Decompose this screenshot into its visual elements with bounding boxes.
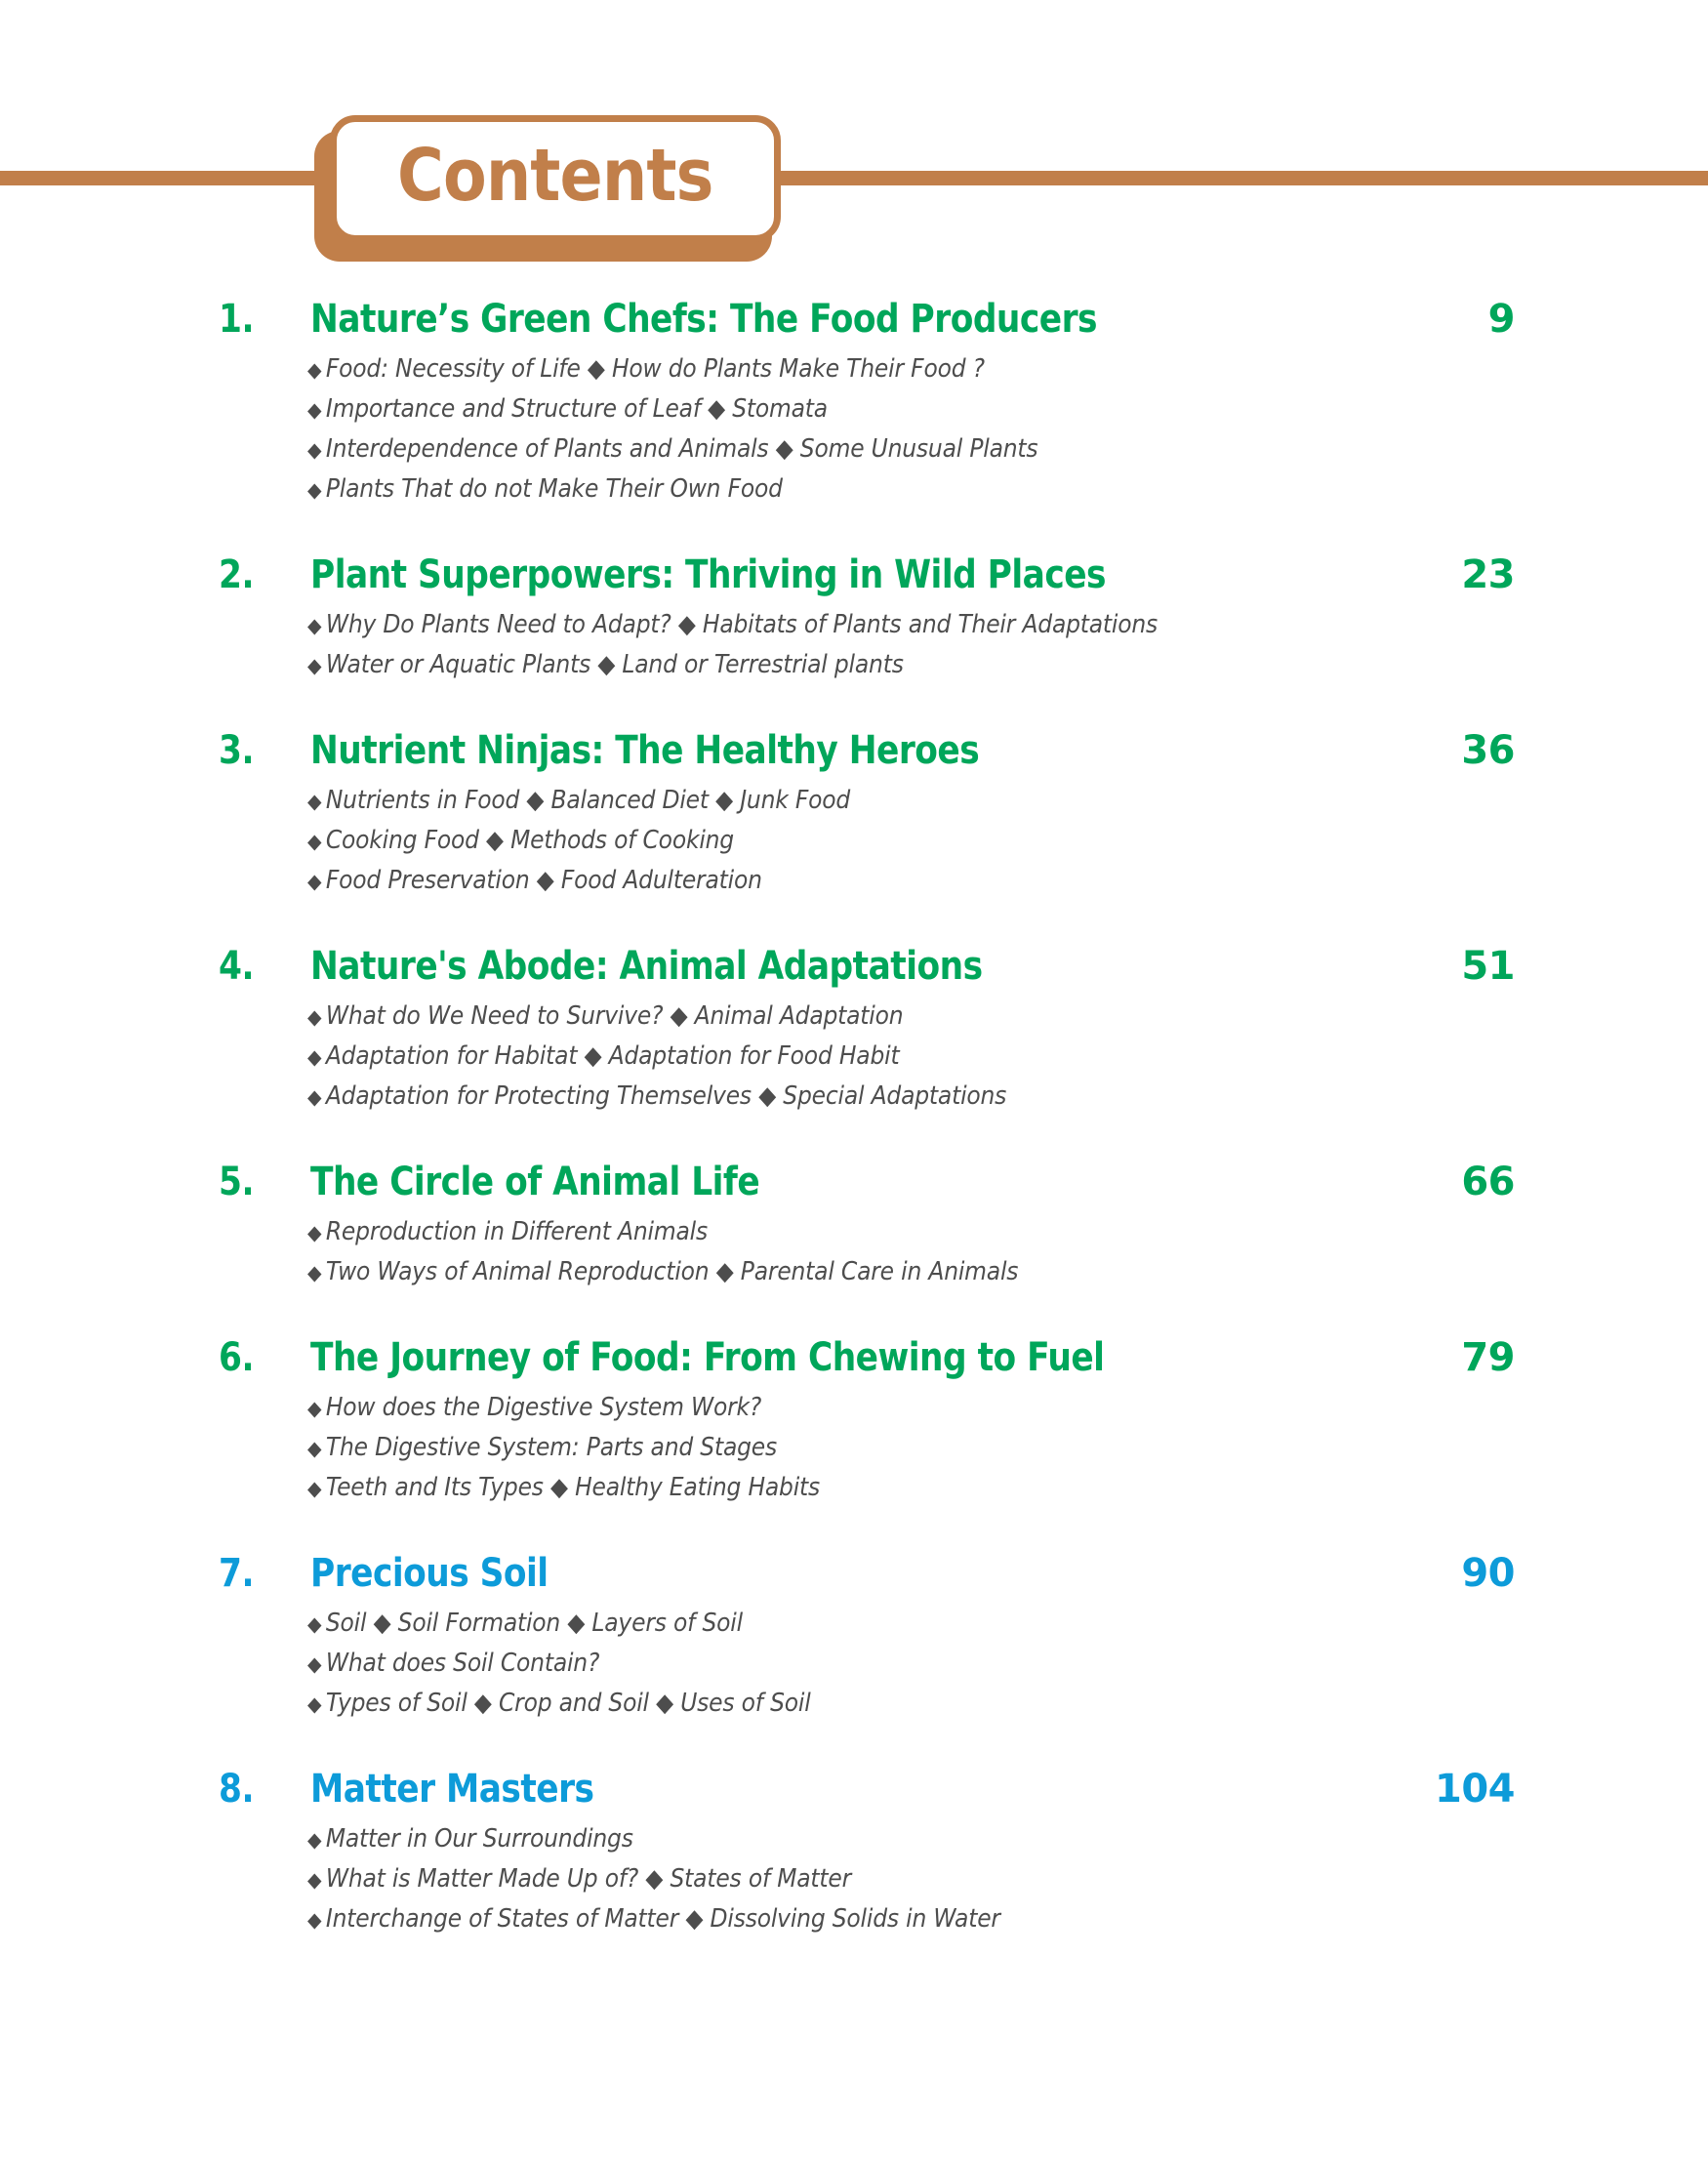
subtopic-label: Interdependence of Plants and Animals ◆ Some Unusual Plants: [325, 434, 1038, 464]
chapter-title[interactable]: Precious Soil: [310, 1551, 549, 1596]
diamond-bullet-icon: ◆: [307, 870, 322, 893]
subtopic-line: [307, 349, 985, 389]
subtopic-label: Interchange of States of Matter ◆ Dissolving Solids in Water: [325, 1904, 1000, 1934]
page-title: Contents: [397, 134, 713, 218]
list-item: [0, 429, 1708, 469]
diamond-bullet-icon: ◆: [307, 438, 322, 462]
subtopic-label: Why Do Plants Need to Adapt? ◆ Habitats of Plants and Their Adaptations: [325, 610, 1159, 639]
diamond-bullet-icon: ◆: [307, 1085, 322, 1109]
diamond-bullet-icon: ◆: [307, 1828, 322, 1852]
chapter-page-number: 66: [1461, 1160, 1515, 1204]
subtopic-label: Adaptation for Protecting Themselves ◆ Special Adaptations: [325, 1081, 1007, 1111]
chapter-page-number: 51: [1461, 944, 1515, 989]
chapter-subtopic-list: [0, 346, 1708, 509]
toc-entry-header[interactable]: [0, 1547, 1708, 1600]
subtopic-label: Food Preservation ◆ Food Adulteration: [325, 866, 762, 895]
diamond-bullet-icon: ◆: [307, 654, 322, 677]
subtopic-line: [307, 1037, 899, 1077]
diamond-bullet-icon: ◆: [307, 1908, 322, 1932]
toc-entry-header[interactable]: [0, 724, 1708, 777]
chapter-title[interactable]: Nutrient Ninjas: The Healthy Heroes: [310, 728, 980, 773]
subtopic-label: Adaptation for Habitat ◆ Adaptation for Food Habit: [325, 1041, 900, 1071]
subtopic-line: [307, 469, 783, 509]
toc-entry[interactable]: [0, 1763, 1708, 1939]
table-of-contents: [0, 293, 1708, 1978]
subtopic-line: [307, 1252, 1018, 1292]
chapter-subtopic-list: [0, 1208, 1708, 1292]
list-item: [0, 821, 1708, 861]
diamond-bullet-icon: ◆: [307, 1397, 322, 1420]
diamond-bullet-icon: ◆: [307, 1477, 322, 1500]
chapter-subtopic-list: [0, 1815, 1708, 1939]
chapter-title[interactable]: The Journey of Food: From Chewing to Fuel: [310, 1335, 1105, 1380]
chapter-title[interactable]: The Circle of Animal Life: [310, 1160, 760, 1204]
diamond-bullet-icon: ◆: [307, 1261, 322, 1284]
subtopic-label: Two Ways of Animal Reproduction ◆ Parental Care in Animals: [325, 1257, 1019, 1286]
list-item: [0, 861, 1708, 901]
header-horizontal-rule: [0, 171, 1708, 185]
chapter-title[interactable]: Nature’s Green Chefs: The Food Producers: [310, 297, 1098, 342]
chapter-subtopic-list: [0, 777, 1708, 901]
chapter-subtopic-list: [0, 601, 1708, 685]
diamond-bullet-icon: ◆: [307, 614, 322, 637]
list-item: [0, 1428, 1708, 1468]
subtopic-line: [307, 821, 734, 861]
subtopic-line: [307, 389, 828, 429]
chapter-number: 1.: [219, 297, 255, 342]
subtopic-line: [307, 861, 762, 901]
subtopic-line: [307, 429, 1037, 469]
chapter-page-number: 9: [1487, 297, 1515, 342]
list-item: [0, 997, 1708, 1037]
toc-entry[interactable]: [0, 724, 1708, 901]
subtopic-line: [307, 997, 903, 1037]
subtopic-label: How does the Digestive System Work?: [325, 1393, 762, 1422]
toc-entry[interactable]: [0, 1156, 1708, 1292]
toc-entry-header[interactable]: [0, 940, 1708, 993]
chapter-number: 4.: [219, 944, 255, 989]
list-item: [0, 349, 1708, 389]
diamond-bullet-icon: ◆: [307, 1221, 322, 1244]
subtopic-line: [307, 1388, 761, 1428]
chapter-page-number: 23: [1461, 552, 1515, 597]
subtopic-line: [307, 1077, 1006, 1117]
diamond-bullet-icon: ◆: [307, 398, 322, 422]
subtopic-label: What does Soil Contain?: [325, 1649, 600, 1678]
subtopic-label: Water or Aquatic Plants ◆ Land or Terrestrial plants: [325, 650, 904, 679]
subtopic-line: [307, 1644, 599, 1684]
list-item: [0, 1859, 1708, 1899]
list-item: [0, 1212, 1708, 1252]
list-item: [0, 1899, 1708, 1939]
diamond-bullet-icon: ◆: [307, 358, 322, 382]
subtopic-label: What is Matter Made Up of? ◆ States of Matter: [325, 1864, 852, 1894]
chapter-subtopic-list: [0, 1600, 1708, 1724]
list-item: [0, 1819, 1708, 1859]
toc-entry-header[interactable]: [0, 293, 1708, 346]
chapter-number: 8.: [219, 1767, 255, 1812]
diamond-bullet-icon: ◆: [307, 1868, 322, 1892]
subtopic-line: [307, 1859, 851, 1899]
list-item: [0, 605, 1708, 645]
diamond-bullet-icon: ◆: [307, 1612, 322, 1636]
list-item: [0, 1684, 1708, 1724]
chapter-number: 5.: [219, 1160, 255, 1204]
list-item: [0, 781, 1708, 821]
subtopic-label: Importance and Structure of Leaf ◆ Stomata: [325, 394, 828, 424]
chapter-title[interactable]: Nature's Abode: Animal Adaptations: [310, 944, 983, 989]
chapter-number: 2.: [219, 552, 255, 597]
diamond-bullet-icon: ◆: [307, 1005, 322, 1029]
toc-entry[interactable]: [0, 293, 1708, 509]
subtopic-line: [307, 1819, 633, 1859]
chapter-number: 7.: [219, 1551, 255, 1596]
subtopic-label: Reproduction in Different Animals: [325, 1217, 708, 1246]
chapter-page-number: 36: [1461, 728, 1515, 773]
subtopic-label: Food: Necessity of Life ◆ How do Plants Make Their Food ?: [325, 354, 985, 384]
chapter-subtopic-list: [0, 993, 1708, 1117]
diamond-bullet-icon: ◆: [307, 1437, 322, 1460]
toc-entry-header[interactable]: [0, 1331, 1708, 1384]
chapter-title[interactable]: Matter Masters: [310, 1767, 594, 1812]
toc-entry[interactable]: [0, 1547, 1708, 1724]
subtopic-label: Soil ◆ Soil Formation ◆ Layers of Soil: [325, 1609, 743, 1638]
subtopic-label: Nutrients in Food ◆ Balanced Diet ◆ Junk Food: [325, 786, 851, 815]
subtopic-label: Plants That do not Make Their Own Food: [325, 474, 783, 504]
diamond-bullet-icon: ◆: [307, 830, 322, 853]
contents-header: [0, 0, 1708, 293]
subtopic-label: Cooking Food ◆ Methods of Cooking: [325, 826, 734, 855]
subtopic-line: [307, 781, 850, 821]
list-item: [0, 1077, 1708, 1117]
contents-banner: [330, 115, 781, 242]
list-item: [0, 1604, 1708, 1644]
subtopic-line: [307, 1428, 777, 1468]
chapter-page-number: 104: [1435, 1767, 1515, 1812]
list-item: [0, 1037, 1708, 1077]
chapter-page-number: 79: [1461, 1335, 1515, 1380]
subtopic-label: Teeth and Its Types ◆ Healthy Eating Habits: [325, 1473, 821, 1502]
subtopic-label: Matter in Our Surroundings: [325, 1824, 633, 1854]
diamond-bullet-icon: ◆: [307, 1045, 322, 1069]
chapter-subtopic-list: [0, 1384, 1708, 1508]
list-item: [0, 1252, 1708, 1292]
toc-entry-header[interactable]: [0, 1156, 1708, 1208]
diamond-bullet-icon: ◆: [307, 790, 322, 813]
subtopic-line: [307, 1899, 1000, 1939]
subtopic-label: Types of Soil ◆ Crop and Soil ◆ Uses of Soil: [325, 1689, 811, 1718]
subtopic-line: [307, 1604, 743, 1644]
list-item: [0, 1388, 1708, 1428]
diamond-bullet-icon: ◆: [307, 478, 322, 502]
subtopic-line: [307, 1684, 811, 1724]
toc-entry-header[interactable]: [0, 1763, 1708, 1815]
list-item: [0, 469, 1708, 509]
list-item: [0, 645, 1708, 685]
subtopic-line: [307, 645, 904, 685]
chapter-number: 6.: [219, 1335, 255, 1380]
list-item: [0, 1644, 1708, 1684]
diamond-bullet-icon: ◆: [307, 1652, 322, 1676]
list-item: [0, 389, 1708, 429]
toc-entry[interactable]: [0, 940, 1708, 1117]
diamond-bullet-icon: ◆: [307, 1692, 322, 1716]
chapter-title[interactable]: Plant Superpowers: Thriving in Wild Places: [310, 552, 1106, 597]
subtopic-line: [307, 605, 1158, 645]
toc-entry[interactable]: [0, 1331, 1708, 1508]
toc-entry-header[interactable]: [0, 549, 1708, 601]
subtopic-line: [307, 1212, 708, 1252]
chapter-page-number: 90: [1461, 1551, 1515, 1596]
subtopic-line: [307, 1468, 820, 1508]
chapter-number: 3.: [219, 728, 255, 773]
subtopic-label: What do We Need to Survive? ◆ Animal Adaptation: [325, 1001, 904, 1031]
toc-entry[interactable]: [0, 549, 1708, 685]
list-item: [0, 1468, 1708, 1508]
subtopic-label: The Digestive System: Parts and Stages: [325, 1433, 778, 1462]
